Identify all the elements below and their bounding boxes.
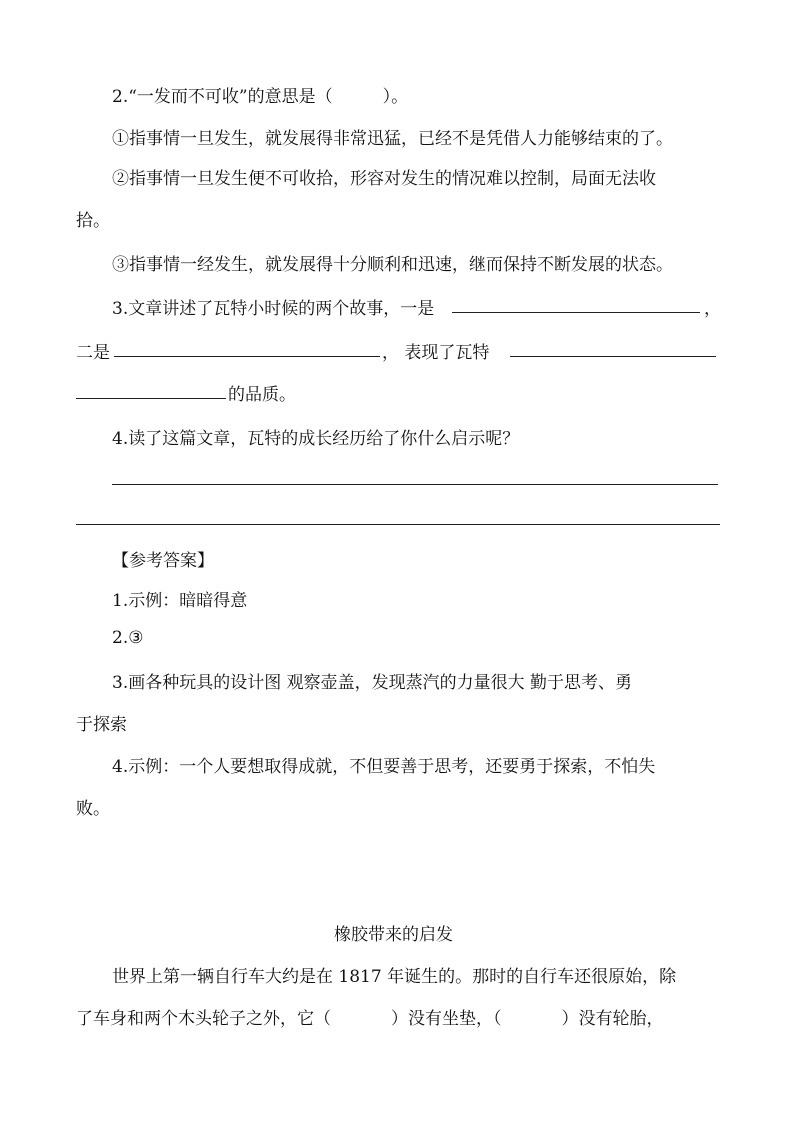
q4-stem: 4.读了这篇文章，瓦特的成长经历给了你什么启示呢？ — [112, 429, 520, 449]
passage-line-2-c: ）没有轮胎， — [561, 1009, 664, 1029]
q3-blank-3[interactable] — [510, 356, 716, 357]
q3-line-3: 的品质。 — [228, 385, 296, 405]
passage-title: 橡胶带来的启发 — [334, 925, 453, 945]
passage-line-2-b: ）没有坐垫，（ — [391, 1009, 502, 1029]
q3-blank-1[interactable] — [452, 312, 700, 313]
q3-line-2-start: 二是 — [76, 343, 110, 363]
answer-4: 4.示例：一个人要想取得成就，不但要善于思考，还要勇于探索，不怕失 — [112, 757, 656, 777]
answer-4-cont: 败。 — [76, 799, 110, 819]
passage-line-2 — [76, 1004, 664, 1029]
q2-stem-end: ）。 — [382, 87, 409, 107]
q3-line-1: 3.文章讲述了瓦特小时候的两个故事，一是 — [112, 299, 435, 319]
q4-answer-line-1[interactable] — [112, 484, 718, 485]
passage-line-1: 世界上第一辆自行车大约是在 1817 年诞生的。那时的自行车还很原始，除 — [112, 967, 677, 987]
passage-line-2-a: 了车身和两个木头轮子之外，它（ — [76, 1009, 331, 1029]
q3-line-2-mid: ， 表现了瓦特 — [382, 343, 490, 363]
q3-blank-4[interactable] — [76, 398, 226, 399]
answer-3-cont: 于探索 — [76, 715, 127, 735]
q3-blank-2[interactable] — [114, 356, 380, 357]
answer-3: 3.画各种玩具的设计图 观察壶盖，发现蒸汽的力量很大 勤于思考、勇 — [112, 673, 633, 693]
q4-answer-line-2[interactable] — [76, 524, 720, 525]
q2-stem — [112, 82, 408, 107]
answer-1: 1.示例：暗暗得意 — [112, 591, 248, 611]
answer-2: 2.③ — [112, 628, 144, 648]
q2-option-1: ①指事情一旦发生，就发展得非常迅猛，已经不是凭借人力能够结束的了。 — [112, 129, 673, 149]
q2-stem-text: 2.“一发而不可收”的意思是（ — [112, 87, 333, 107]
q2-option-2: ②指事情一旦发生便不可收拾，形容对发生的情况难以控制，局面无法收 — [112, 169, 656, 189]
q3-line-1-end: ， — [704, 299, 721, 319]
q2-option-3: ③指事情一经发生，就发展得十分顺利和迅速，继而保持不断发展的状态。 — [112, 255, 673, 275]
q2-option-2-cont: 拾。 — [76, 211, 110, 231]
answers-heading: 【参考答案】 — [112, 551, 214, 571]
